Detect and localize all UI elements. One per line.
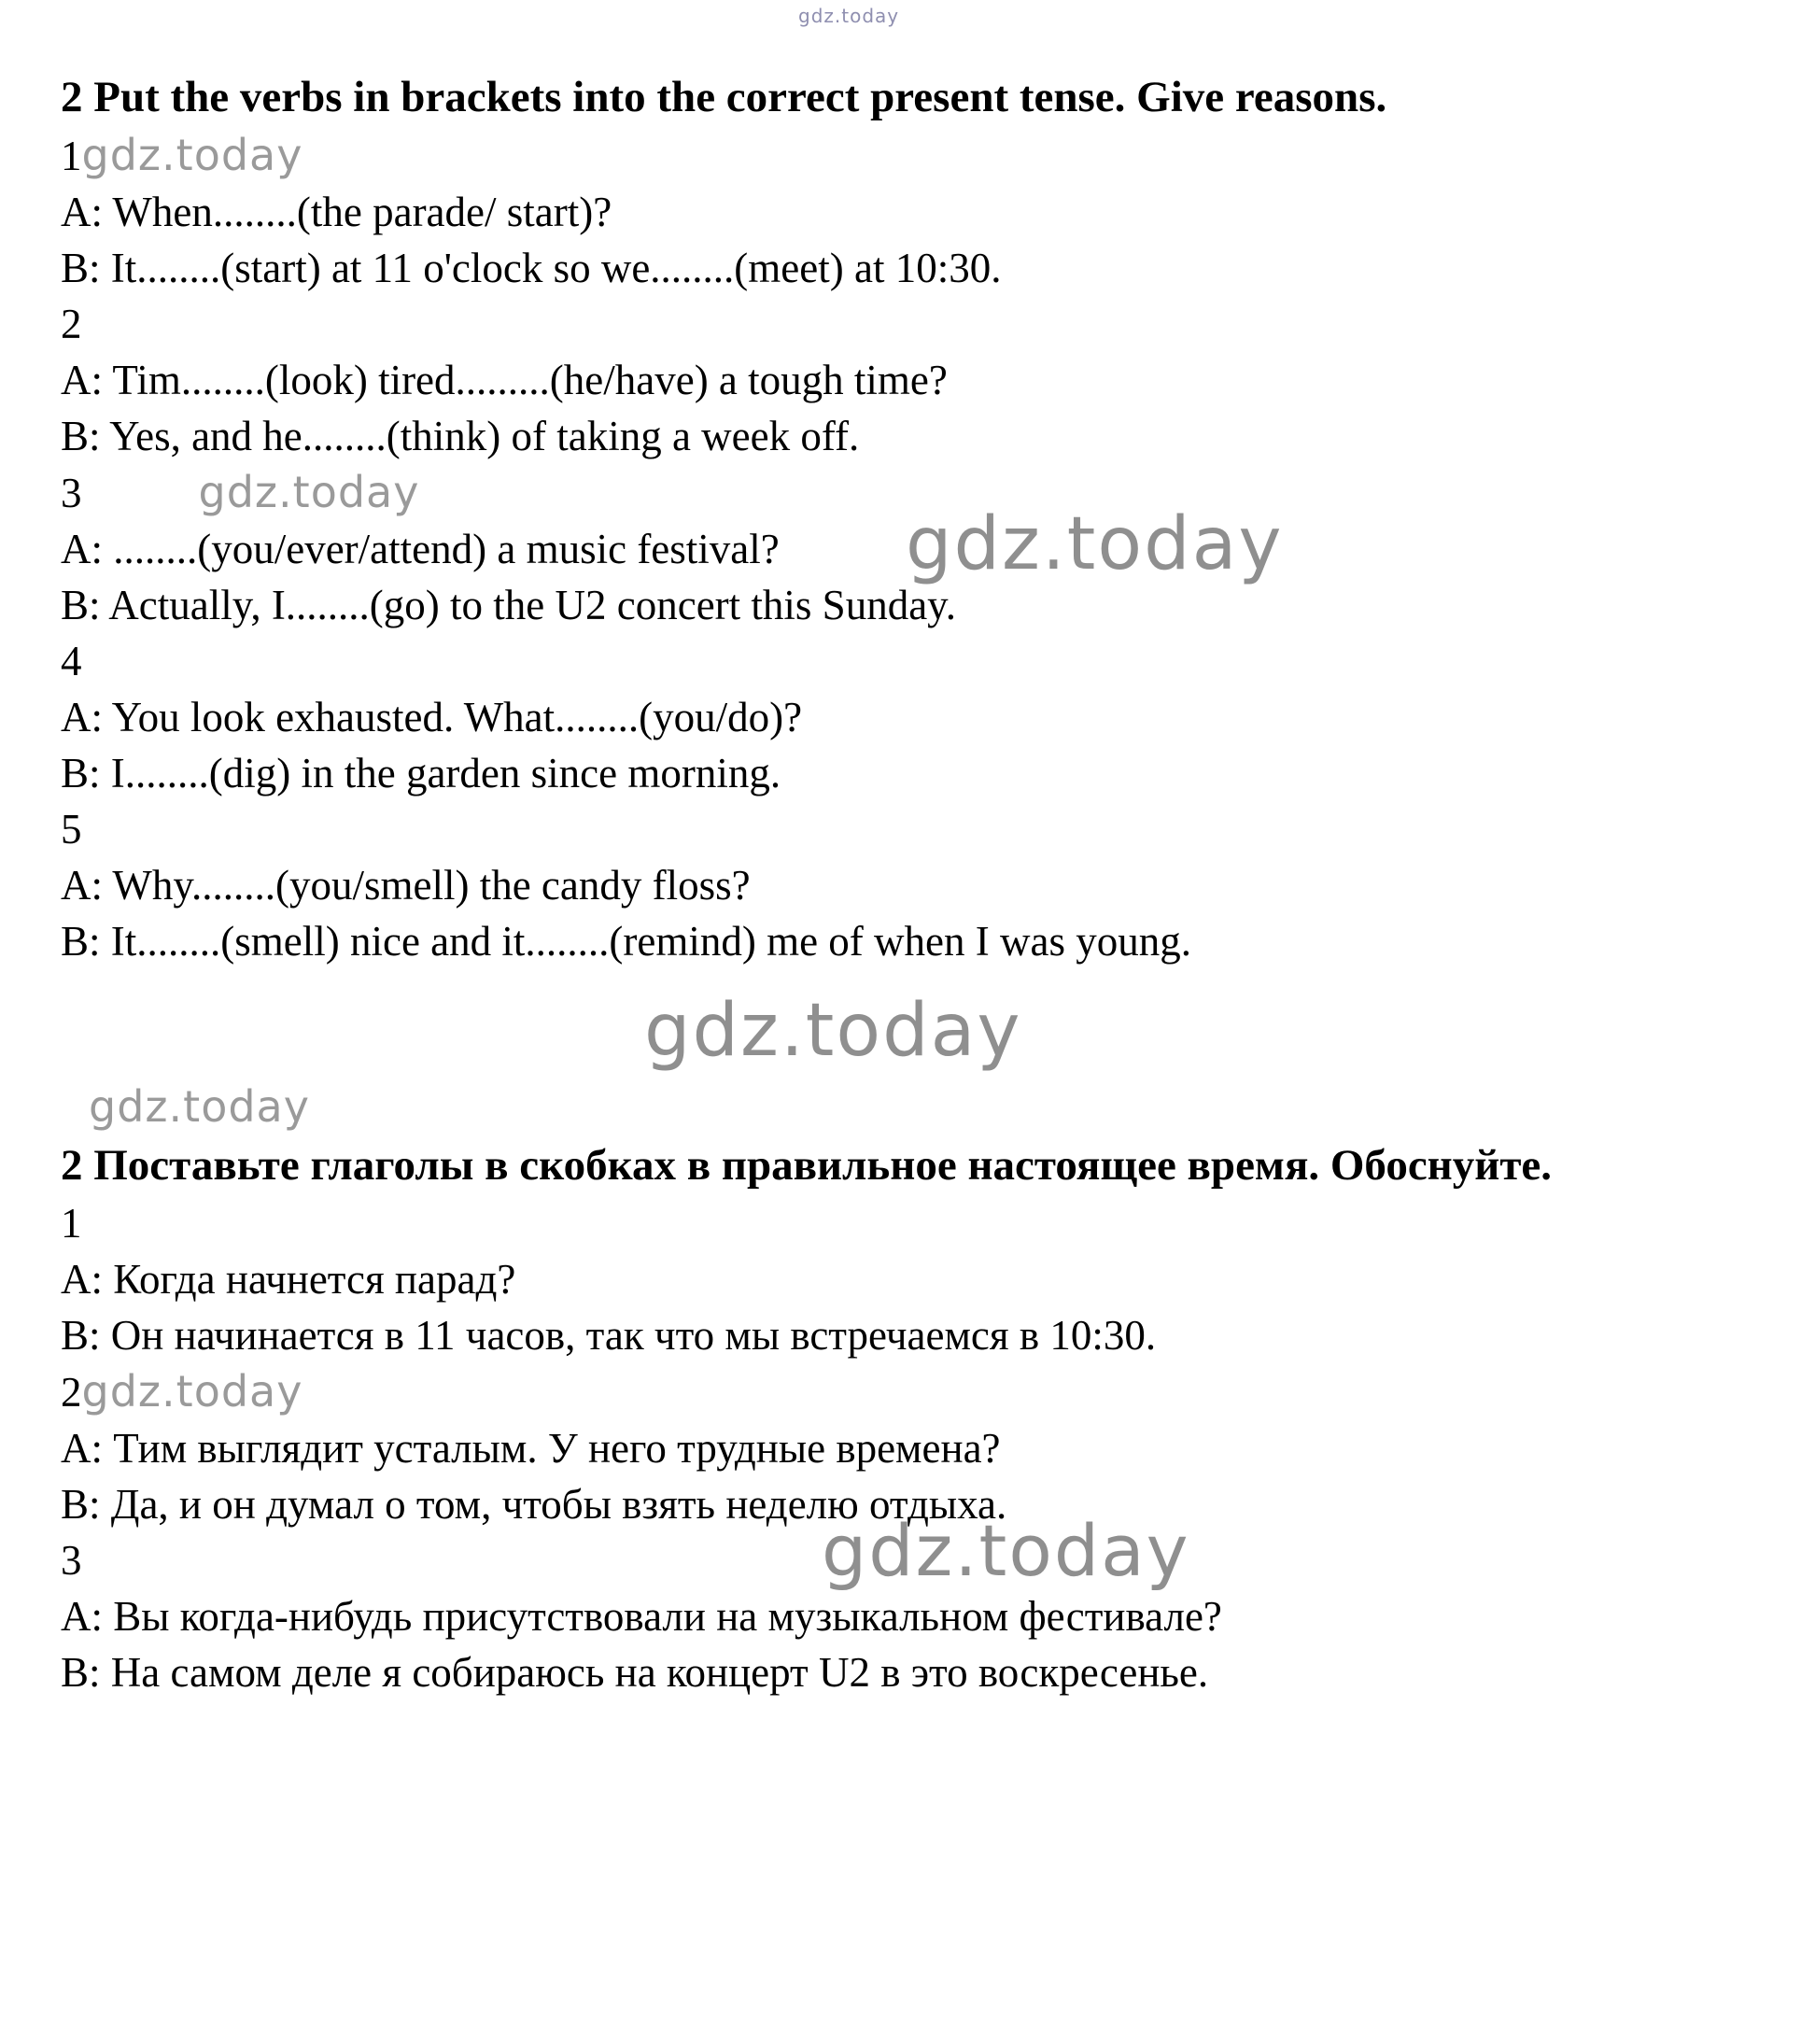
item-number-line xyxy=(61,464,1754,521)
watermark-inline: gdz.today xyxy=(81,1366,303,1417)
dialogue-line-b: B: It........(smell) nice and it........(remind) me of when I was young. xyxy=(61,918,1191,965)
dialogue-line-a: A: ........(you/ever/attend) a music festival? xyxy=(61,526,780,572)
dialogue-line-a: A: Вы когда-нибудь присутствовали на музыкальном фестивале? xyxy=(61,1593,1222,1640)
dialogue-line-a: A: Когда начнется парад? xyxy=(61,1256,516,1303)
item-number: 5 xyxy=(61,806,82,853)
watermark-inline: gdz.today xyxy=(198,467,420,517)
dialogue-line-a: A: Тим выглядит усталым. У него трудные времена? xyxy=(61,1425,1001,1472)
watermark-large-center: gdz.today xyxy=(644,989,1022,1073)
dialogue-line-a: A: When........(the parade/ start)? xyxy=(61,189,612,235)
dialogue-line-b: B: На самом деле я собираюсь на концерт U2 в это воскресенье. xyxy=(61,1649,1209,1696)
watermark-row xyxy=(61,1078,1754,1135)
dialogue-line-b: B: It........(start) at 11 o'clock so we........(meet) at 10:30. xyxy=(61,245,1002,291)
dialogue-line-a: A: You look exhausted. What........(you/do)? xyxy=(61,694,803,740)
item-number: 3 xyxy=(61,1537,82,1584)
watermark-top-center: gdz.today xyxy=(798,5,900,27)
dialogue-line-a: A: Why........(you/smell) the candy floss? xyxy=(61,862,751,909)
watermark-large: gdz.today xyxy=(906,502,1284,586)
item-number-line xyxy=(61,1363,1754,1420)
dialogue-row xyxy=(61,502,1754,586)
dialogue-line-b: B: Yes, and he........(think) of taking a week off. xyxy=(61,413,860,459)
dialogue-line-b: B: Он начинается в 11 часов, так что мы встречаемся в 10:30. xyxy=(61,1312,1157,1359)
item-number: 2 xyxy=(61,301,82,347)
watermark-large: gdz.today xyxy=(822,1509,1190,1592)
dialogue-line-a: A: Tim........(look) tired.........(he/have) a tough time? xyxy=(61,357,948,403)
item-number: 2 xyxy=(61,1369,82,1416)
watermark-row xyxy=(61,984,1754,1078)
watermark-inline: gdz.today xyxy=(81,130,303,180)
watermark-small-left: gdz.today xyxy=(89,1081,310,1132)
exercise-heading-english: 2 Put the verbs in brackets into the correct present tense. Give reasons. xyxy=(61,73,1387,121)
dialogue-line-b: B: I........(dig) in the garden since morning. xyxy=(61,750,781,796)
dialogue-line-b: B: Да, и он думал о том, чтобы взять неделю отдыха. xyxy=(61,1481,1007,1528)
item-number: 3 xyxy=(61,470,82,516)
dialogue-line-b: B: Actually, I........(go) to the U2 concert this Sunday. xyxy=(61,582,956,628)
item-number: 1 xyxy=(61,133,82,179)
item-number: 1 xyxy=(61,1200,82,1247)
item-number-line xyxy=(61,127,1754,184)
exercise-heading-russian: 2 Поставьте глаголы в скобках в правильное настоящее время. Обоснуйте. xyxy=(61,1141,1553,1190)
item-number: 4 xyxy=(61,638,82,684)
item-number-row xyxy=(61,1509,1754,1592)
